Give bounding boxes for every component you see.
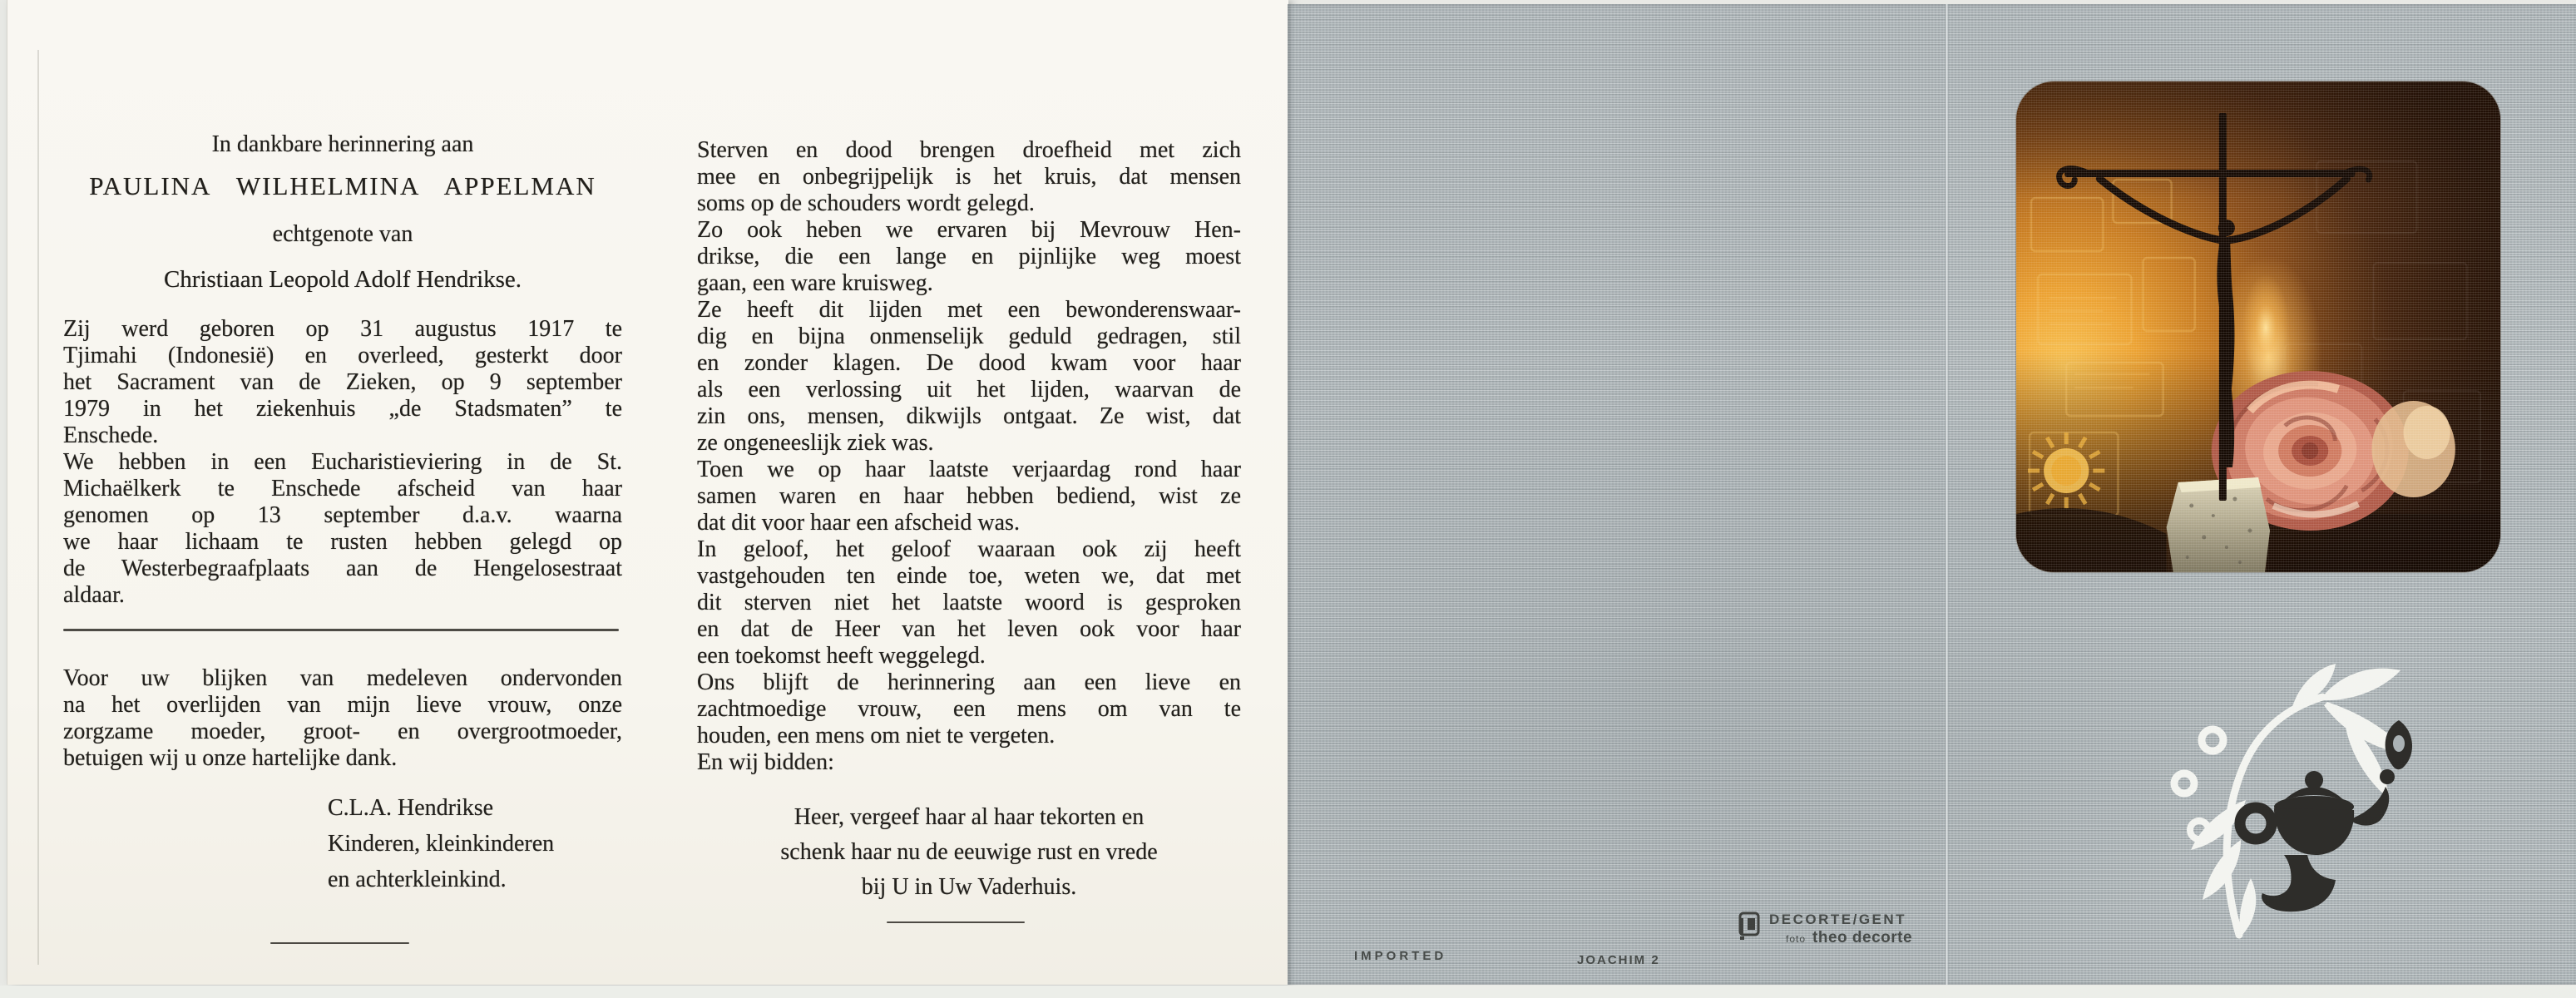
spouse-name: Christiaan Leopold Adolf Hendrikse. (163, 266, 522, 293)
memorial-photo (2016, 82, 2500, 572)
sterven-paragraph: Sterven en dood brengen droefheid met zich mee en onbegrijpelijk is het kruis, dat mensen soms op de schouders wordt gelegd. (697, 137, 1241, 216)
page-edge-crease (37, 50, 39, 965)
signature-line: Kinderen, kleinkinderen (328, 831, 555, 857)
prayer-block (697, 800, 1241, 905)
birth-paragraph: Zij werd geboren op 31 augustus 1917 te Tjimahi (Indonesië) en overleed, gesterkt door het Sacrament van de Zieken, op 9 september 1979 in het ziekenhuis „de Stadsmaten” te Enschede. (63, 316, 622, 448)
funeral-paragraph: We hebben in een Eucharistieviering in de St. Michaëlkerk te Enschede afscheid van haar genomen op 13 september d.a.v. waarna we haar lichaam te rusten hebben gelegd op de Westerbegraafplaats aan de Hengelosestraat aldaar. (63, 449, 622, 608)
scan-edge (0, 986, 2576, 998)
prayer-line: schenk haar nu de eeuwige rust en vrede (780, 839, 1158, 865)
stone-base (2167, 477, 2270, 572)
bidden-paragraph: En wij bidden: (697, 749, 834, 775)
verjaardag-paragraph: Toen we op haar laatste verjaardag rond haar samen waren en haar hebben bediend, wist ze dat dit voor haar een afscheid was. (697, 457, 1241, 536)
thanks-paragraph: Voor uw blijken van medeleven ondervonden na het overlijden van mijn lieve vrouw, onze zorgzame moeder, groot- en overgrootmoeder, betuigen wij u onze hartelijke dank. (63, 665, 622, 771)
decorte-logo-icon (1738, 912, 1762, 940)
olive-branch-lamp-emblem (2143, 660, 2475, 939)
lijden-paragraph: Ze heeft dit lijden met een bewonderenswaar- dig en bijna onmenselijk geduld gedragen, stil en zonder klagen. De dood kwam voor haar als een verlossing uit het lijden, waarvan de zin ons, mensen, dikwijls ontgaat. Ze wist, dat ze ongeneeslijk ziek was. (697, 297, 1241, 456)
prayer-line: Heer, vergeef haar al haar tekorten en (794, 804, 1145, 830)
intro-line: In dankbare herinnering aan (211, 131, 474, 157)
photo-credit-name: theo decorte (1812, 929, 1913, 946)
publisher-credit-block (1738, 912, 1912, 947)
divider-rule (63, 629, 619, 631)
signature-line: en achterkleinkind. (328, 867, 507, 892)
signature-block (328, 790, 677, 897)
end-rule-right (887, 921, 1025, 923)
prayer-line: bij U in Uw Vaderhuis. (861, 874, 1077, 900)
deceased-name: PAULINA WILHELMINA APPELMAN (89, 171, 596, 200)
geloof-paragraph: In geloof, het geloof waaraan ook zij heeft vastgehouden ten einde toe, weten we, dat met dit sterven niet het laatste woord is gesproken en dat de Heer van het leven ook voor haar een toekomst heeft weggelegd. (697, 536, 1241, 669)
biography-block (63, 316, 622, 609)
zo-ook-paragraph: Zo ook heben we ervaren bij Mevrouw Hen- drikse, die een lange en pijnlijke weg moest gaan, een ware kruisweg. (697, 217, 1241, 296)
series-mark: JOACHIM 2 (1577, 953, 1660, 967)
photo-credit-prefix: foto (1786, 933, 1807, 945)
publisher-name: DECORTE/GENT (1769, 912, 1907, 927)
cover-fold-crease (1945, 4, 1949, 985)
oil-lamp-icon (2240, 720, 2412, 912)
herinnering-paragraph: Ons blijft de herinnering aan een lieve en zachtmoedige vrouw, een mens om van te houden, een mens om niet te vergeten. (697, 669, 1241, 748)
crucifix-rose-photo-scene (2016, 82, 2500, 572)
relation-line: echtgenote van (272, 221, 413, 247)
end-rule-left (270, 942, 409, 944)
imported-mark: IMPORTED (1354, 949, 1447, 963)
memorial-text-block (697, 137, 1241, 776)
signature-line: C.L.A. Hendrikse (328, 795, 494, 821)
